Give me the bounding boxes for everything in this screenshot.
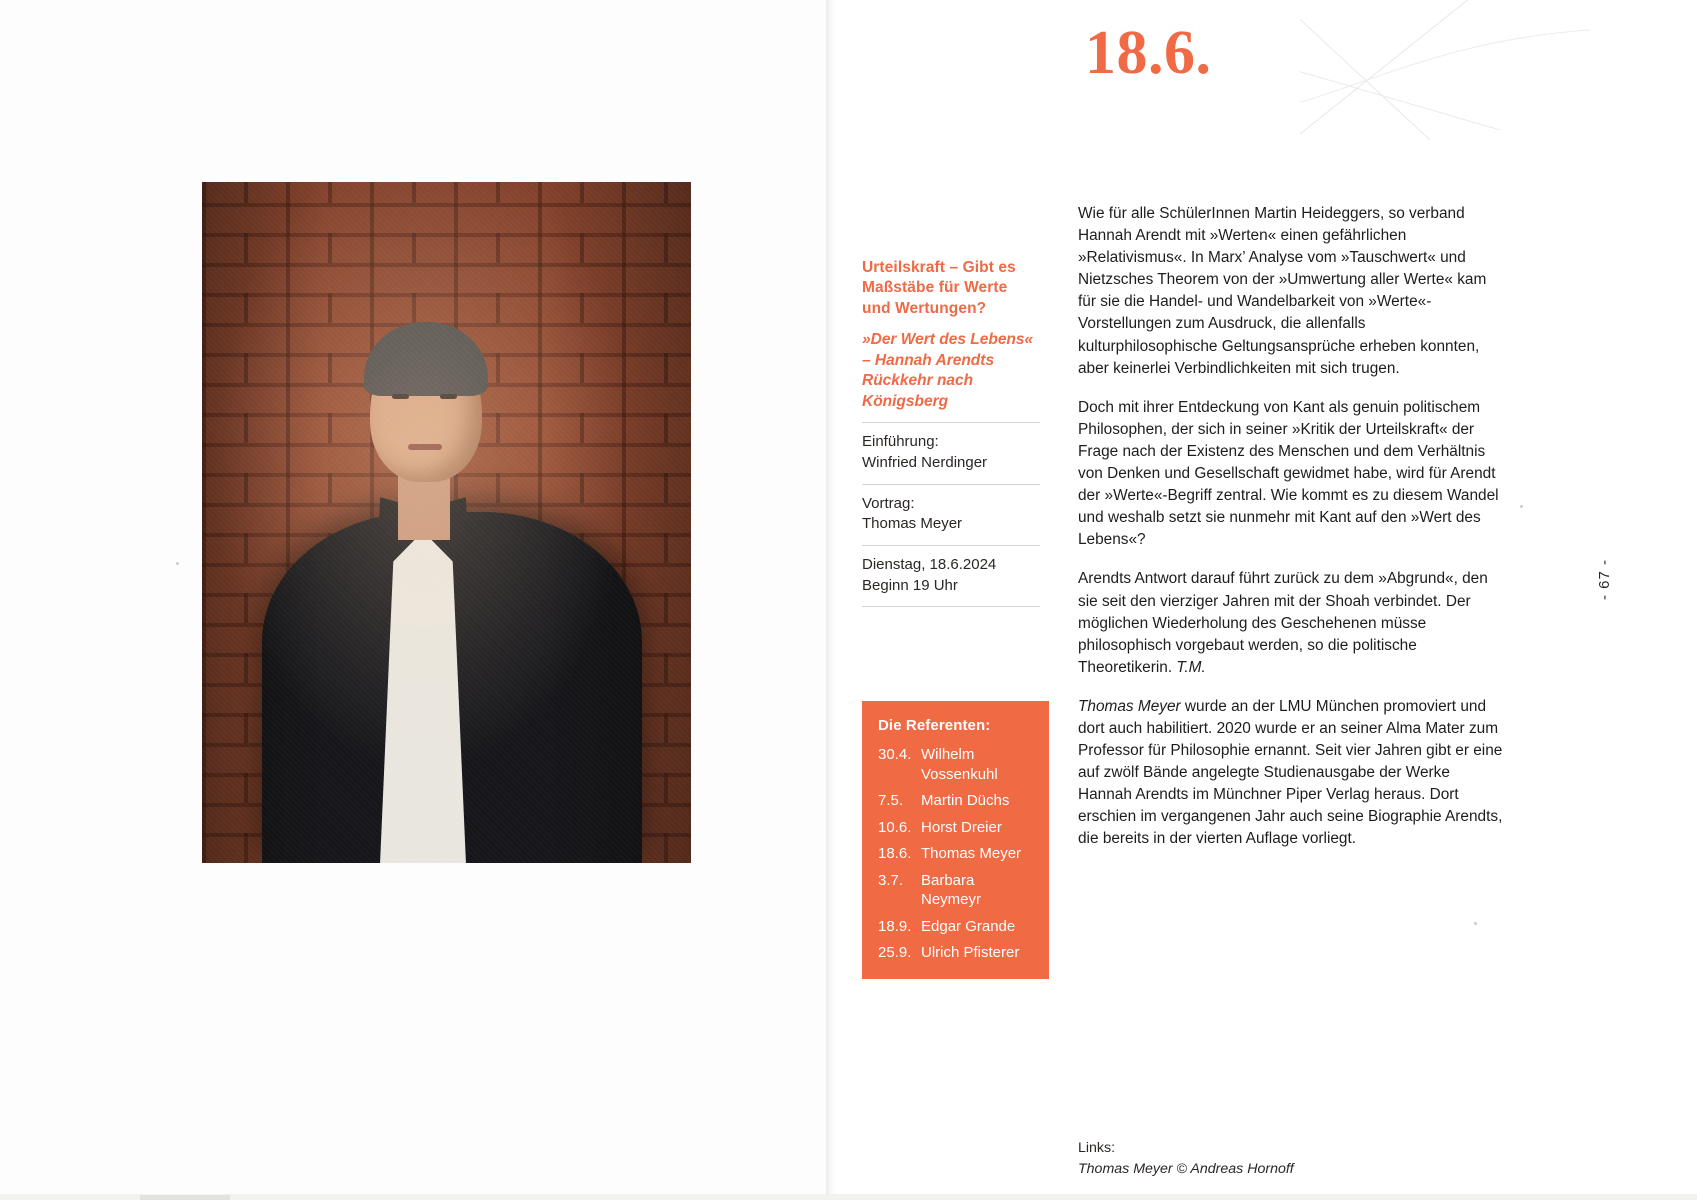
paragraph-3-text: Arendts Antwort darauf führt zurück zu dem »Abgrund«, den sie seit den vierziger Jahren mit der Shoah verbindet. Der möglichen Wiederholung des Geschehenen müsse philosophisch vorgebaut werden, so die politische Theoretikerin. [1078, 570, 1488, 676]
speakers-box-title: Die Referenten: [878, 717, 991, 734]
speaker-date: 30.4. [878, 746, 912, 763]
speaker-name: Martin Düchs [921, 792, 1010, 809]
datetime-block [862, 555, 1040, 596]
lecture-name: Thomas Meyer [862, 515, 963, 533]
speaker-date: 18.9. [878, 917, 912, 935]
bio-text: wurde an der LMU München promoviert und dort auch habilitiert. 2020 wurde er an seiner Alma Mater zum Professor für Philosophie ernannt. Seit vier Jahren gibt er eine auf zwölf Bände angelegte Studienausgabe der Werke Hannah Arendts im Münchner Piper Verlag heraus. Dort erschien im vergangenen Jahr auch seine Biographie Arendts, die bereits in der vierten Auflage vorliegt. [1078, 697, 1503, 848]
photo-credits [1078, 1138, 1294, 1179]
event-date: Dienstag, 18.6.2024 [862, 555, 997, 573]
speaker-date: 7.5. [878, 792, 904, 809]
introduction-name: Winfried Nerdinger [862, 453, 988, 471]
page-edge-nick [140, 1195, 230, 1200]
divider-2 [862, 484, 1040, 485]
page-number: - 67 - [1596, 558, 1613, 600]
list-item [878, 818, 1035, 838]
event-info-column [862, 258, 1040, 616]
scan-artifact [1474, 922, 1477, 925]
list-item [878, 745, 1035, 784]
speaker-name: Ulrich Pfisterer [921, 944, 1020, 961]
speaker-name: Horst Dreier [921, 818, 1002, 836]
lecture-label: Vortrag: [862, 494, 915, 512]
speaker-date: 10.6. [878, 818, 912, 836]
series-title: Urteilskraft – Gibt es Maßstäbe für Werte und Wertungen? [862, 259, 1016, 317]
list-item [878, 917, 1035, 937]
paragraph-3 [1078, 568, 1508, 678]
speaker-name: Thomas Meyer [921, 845, 1022, 862]
lecture-block [862, 494, 1040, 535]
scan-artifact [176, 562, 179, 565]
scan-artifact [1520, 505, 1523, 508]
talk-title: »Der Wert des Lebens« – Hannah Arendts Rückkehr nach Königsberg [862, 331, 1034, 410]
portrait-photo [202, 182, 691, 863]
page-gutter [826, 0, 836, 1200]
divider-3 [862, 545, 1040, 546]
speaker-name: Edgar Grande [921, 917, 1016, 935]
speaker-date: 25.9. [878, 944, 912, 961]
credits-caption: Thomas Meyer © Andreas Hornoff [1078, 1160, 1294, 1177]
speaker-name: Wilhelm Vossenkuhl [921, 746, 998, 783]
introduction-label: Einführung: [862, 433, 939, 451]
speaker-date: 18.6. [878, 845, 912, 862]
divider-1 [862, 422, 1040, 423]
bio-name: Thomas Meyer [1078, 697, 1181, 715]
page-bottom-edge [0, 1194, 1697, 1200]
speaker-name: Barbara Neymeyr [921, 871, 982, 908]
page-date-heading: 18.6. [1085, 19, 1212, 87]
list-item [878, 871, 1035, 910]
paragraph-1: Wie für alle SchülerInnen Martin Heideggers, so verband Hannah Arendt mit »Werten« einen gefährlichen »Relativismus«. In Marx’ Analyse vom »Tauschwert« und Nietzsches Theorem von der »Umwertung aller Werte« kam für sie die Handel- und Wandelbarkeit von »Werte«-Vorstellungen zum Ausdruck, die allenfalls kulturphilosophische Geltungsansprüche erheben konnten, aber keinerlei Verbindlichkeiten mit sich trugen. [1078, 205, 1487, 377]
author-initials: T.M. [1176, 658, 1206, 676]
speaker-date: 3.7. [878, 871, 904, 889]
divider-4 [862, 606, 1040, 607]
introduction-block [862, 432, 1040, 473]
speakers-box [862, 701, 1049, 979]
photo-grain [202, 182, 691, 863]
list-item [878, 943, 1035, 963]
credits-label: Links: [1078, 1140, 1116, 1156]
list-item [878, 844, 1035, 864]
event-time: Beginn 19 Uhr [862, 576, 958, 594]
speaker-bio [1078, 696, 1508, 851]
list-item [878, 791, 1035, 811]
article-body [1078, 203, 1508, 851]
paragraph-2: Doch mit ihrer Entdeckung von Kant als genuin politischem Philosophen, der sich in seiner »Kritik der Urteilskraft« der Frage nach der Existenz des Menschen und dem Verhältnis von Denken und Gesellschaft gewidmet habe, wird für Arendt der »Werte«-Begriff zentral. Wie kommt es zu diesem Wandel und weshalb setzt sie nunmehr mit Kant auf den »Wert des Lebens«? [1078, 398, 1499, 549]
